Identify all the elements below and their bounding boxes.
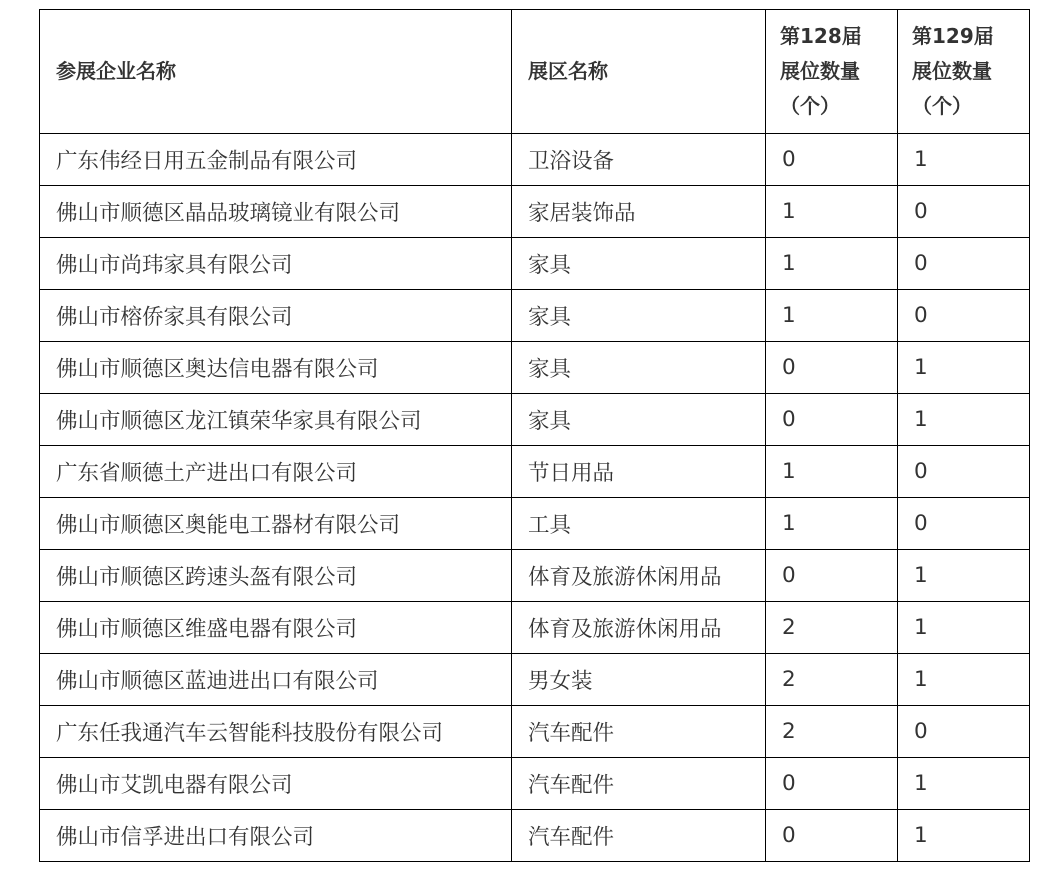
table-row (40, 758, 1030, 810)
cell-company: 佛山市艾凯电器有限公司 (40, 758, 512, 810)
cell-session-129: 0 (898, 290, 1030, 342)
table-row (40, 238, 1030, 290)
table-row (40, 654, 1030, 706)
cell-session-128: 0 (766, 550, 898, 602)
cell-zone: 节日用品 (512, 446, 766, 498)
table-row (40, 550, 1030, 602)
table-row (40, 186, 1030, 238)
header-128-line-2: 展位数量 (780, 59, 860, 83)
table-row (40, 602, 1030, 654)
cell-company: 佛山市顺德区维盛电器有限公司 (40, 602, 512, 654)
cell-company: 佛山市顺德区奥达信电器有限公司 (40, 342, 512, 394)
cell-company: 佛山市顺德区晶品玻璃镜业有限公司 (40, 186, 512, 238)
cell-company: 广东伟经日用五金制品有限公司 (40, 134, 512, 186)
cell-zone: 体育及旅游休闲用品 (512, 602, 766, 654)
table-body (40, 134, 1030, 862)
cell-company: 佛山市尚玮家具有限公司 (40, 238, 512, 290)
table-container (39, 9, 1030, 862)
cell-session-129: 1 (898, 758, 1030, 810)
cell-company: 佛山市顺德区奥能电工器材有限公司 (40, 498, 512, 550)
cell-session-128: 2 (766, 602, 898, 654)
cell-session-129: 1 (898, 394, 1030, 446)
table-row (40, 446, 1030, 498)
cell-company: 佛山市顺德区蓝迪进出口有限公司 (40, 654, 512, 706)
cell-session-129: 1 (898, 342, 1030, 394)
cell-session-129: 1 (898, 550, 1030, 602)
cell-session-129: 0 (898, 238, 1030, 290)
cell-session-129: 1 (898, 134, 1030, 186)
cell-zone: 汽车配件 (512, 758, 766, 810)
table-row (40, 394, 1030, 446)
cell-session-129: 1 (898, 654, 1030, 706)
table-row (40, 706, 1030, 758)
cell-zone: 汽车配件 (512, 810, 766, 862)
cell-session-128: 2 (766, 706, 898, 758)
cell-session-128: 0 (766, 394, 898, 446)
table-row (40, 342, 1030, 394)
header-128-line-3: （个） (780, 94, 840, 118)
cell-session-128: 0 (766, 342, 898, 394)
cell-company: 佛山市顺德区跨速头盔有限公司 (40, 550, 512, 602)
cell-session-128: 0 (766, 758, 898, 810)
cell-company: 佛山市榕侨家具有限公司 (40, 290, 512, 342)
cell-zone: 家居装饰品 (512, 186, 766, 238)
cell-session-129: 0 (898, 446, 1030, 498)
header-129-line-2: 展位数量 (912, 59, 992, 83)
cell-session-129: 1 (898, 602, 1030, 654)
cell-session-128: 1 (766, 446, 898, 498)
header-row (40, 10, 1030, 134)
table-row (40, 134, 1030, 186)
cell-company: 广东任我通汽车云智能科技股份有限公司 (40, 706, 512, 758)
cell-session-128: 2 (766, 654, 898, 706)
cell-session-128: 1 (766, 238, 898, 290)
header-zone: 展区名称 (512, 10, 766, 134)
exhibitor-table (39, 9, 1030, 862)
cell-zone: 汽车配件 (512, 706, 766, 758)
cell-zone: 体育及旅游休闲用品 (512, 550, 766, 602)
cell-company: 佛山市信孚进出口有限公司 (40, 810, 512, 862)
cell-company: 广东省顺德土产进出口有限公司 (40, 446, 512, 498)
cell-session-128: 1 (766, 290, 898, 342)
cell-zone: 家具 (512, 342, 766, 394)
table-row (40, 498, 1030, 550)
table-row (40, 290, 1030, 342)
cell-zone: 工具 (512, 498, 766, 550)
header-129-line-3: （个） (912, 94, 972, 118)
cell-session-128: 0 (766, 134, 898, 186)
header-session-128 (766, 10, 898, 134)
cell-session-128: 1 (766, 498, 898, 550)
cell-session-129: 0 (898, 498, 1030, 550)
cell-session-129: 0 (898, 186, 1030, 238)
table-row (40, 810, 1030, 862)
header-129-line-1: 第129届 (912, 24, 994, 48)
cell-zone: 家具 (512, 290, 766, 342)
cell-zone: 男女装 (512, 654, 766, 706)
cell-zone: 家具 (512, 394, 766, 446)
cell-zone: 家具 (512, 238, 766, 290)
cell-zone: 卫浴设备 (512, 134, 766, 186)
cell-company: 佛山市顺德区龙江镇荣华家具有限公司 (40, 394, 512, 446)
header-session-129 (898, 10, 1030, 134)
cell-session-128: 1 (766, 186, 898, 238)
cell-session-129: 1 (898, 810, 1030, 862)
cell-session-128: 0 (766, 810, 898, 862)
cell-session-129: 0 (898, 706, 1030, 758)
header-company: 参展企业名称 (40, 10, 512, 134)
header-128-line-1: 第128届 (780, 24, 862, 48)
